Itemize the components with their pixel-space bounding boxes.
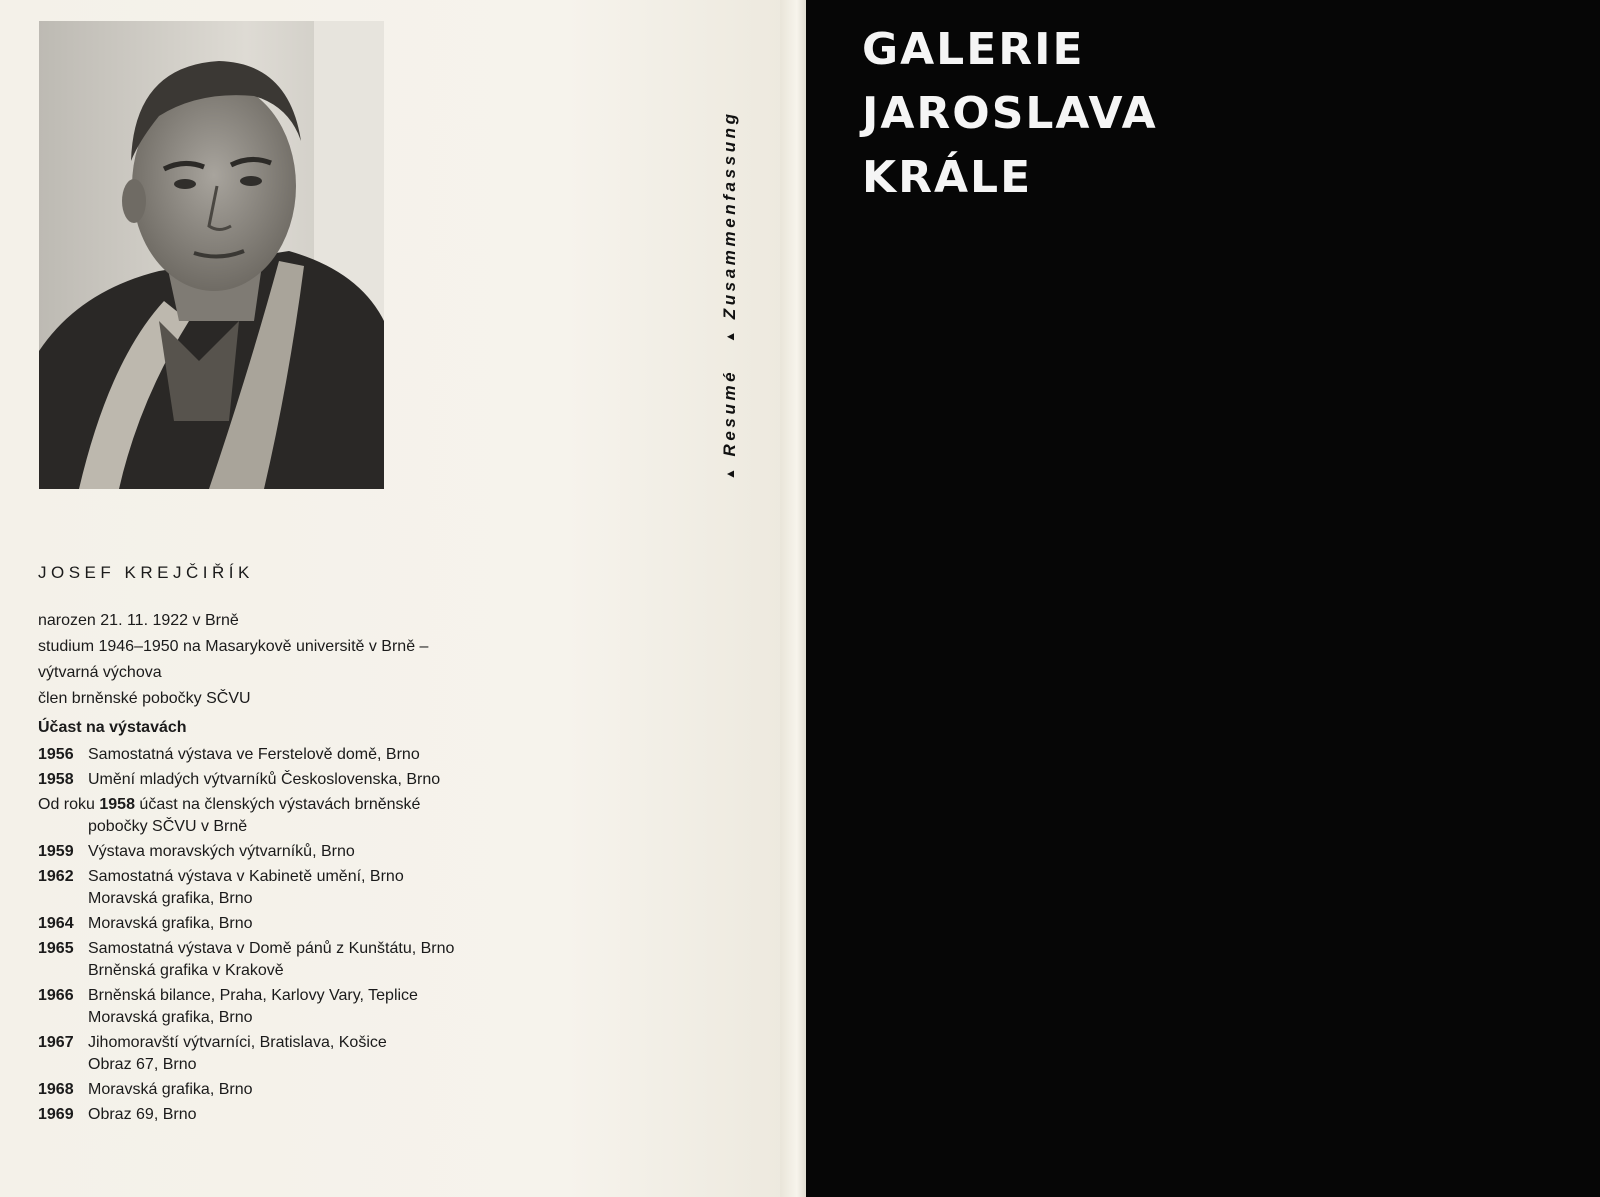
exhibition-text: Moravská grafika, Brno bbox=[88, 890, 253, 907]
exhibition-entry bbox=[38, 985, 558, 1029]
exhibition-entry bbox=[38, 769, 558, 791]
exhibition-year: 1969 bbox=[38, 1106, 74, 1123]
gallery-title-line: JAROSLAVA bbox=[862, 88, 1158, 139]
exhibition-text: Moravská grafika, Brno bbox=[88, 1009, 253, 1026]
bio-block bbox=[38, 608, 558, 712]
exhibition-year: 1958 bbox=[99, 796, 135, 813]
exhibition-entry bbox=[38, 744, 558, 766]
exhibition-entry bbox=[38, 913, 558, 935]
exhibition-entry bbox=[38, 794, 558, 838]
exhibition-text: Obraz 69, Brno bbox=[88, 1106, 197, 1123]
exhibition-text: Samostatná výstava v Domě pánů z Kunštátu, Brno bbox=[88, 940, 455, 957]
exhibition-year: 1965 bbox=[38, 940, 74, 957]
exhibition-prefix: Od roku bbox=[38, 796, 95, 813]
exhibition-year: 1959 bbox=[38, 843, 74, 860]
exhibition-text: Jihomoravští výtvarníci, Bratislava, Košice bbox=[88, 1034, 387, 1051]
spine-zusammenfassung: Zusammenfassung bbox=[720, 110, 739, 320]
exhibition-year: 1967 bbox=[38, 1034, 74, 1051]
spine-label bbox=[716, 0, 744, 480]
gallery-title bbox=[862, 18, 1158, 210]
bio-line: výtvarná výchova bbox=[38, 664, 162, 681]
bio-line: studium 1946–1950 na Masarykově universitě v Brně – bbox=[38, 638, 429, 655]
spine-resume: Resumé bbox=[720, 368, 739, 457]
exhibition-text: Samostatná výstava v Kabinetě umění, Brno bbox=[88, 868, 404, 885]
exhibition-entry bbox=[38, 938, 558, 982]
bio-line: člen brněnské pobočky SČVU bbox=[38, 690, 251, 707]
exhibition-entry bbox=[38, 841, 558, 863]
exhibition-entry bbox=[38, 866, 558, 910]
triangle-icon: ▲ bbox=[723, 464, 737, 480]
exhibition-text: účast na členských výstavách brněnské bbox=[139, 796, 421, 813]
page-fold bbox=[780, 0, 808, 1197]
exhibition-text: Moravská grafika, Brno bbox=[88, 915, 253, 932]
exhibition-text: Výstava moravských výtvarníků, Brno bbox=[88, 843, 355, 860]
exhibition-year: 1958 bbox=[38, 771, 74, 788]
artist-name: JOSEF KREJČIŘÍK bbox=[38, 563, 254, 582]
gallery-title-line: GALERIE bbox=[862, 24, 1085, 75]
portrait-photo bbox=[39, 21, 384, 489]
exhibition-text: pobočky SČVU v Brně bbox=[88, 818, 248, 835]
exhibition-year: 1964 bbox=[38, 915, 74, 932]
exhibition-year: 1962 bbox=[38, 868, 74, 885]
triangle-icon: ▲ bbox=[723, 327, 737, 343]
exhibition-text: Brněnská bilance, Praha, Karlovy Vary, Teplice bbox=[88, 987, 418, 1004]
exhibition-year: 1956 bbox=[38, 746, 74, 763]
exhibition-year: 1968 bbox=[38, 1081, 74, 1098]
bio-line: narozen 21. 11. 1922 v Brně bbox=[38, 612, 239, 629]
exhibition-text: Obraz 67, Brno bbox=[88, 1056, 197, 1073]
exhibition-entry bbox=[38, 1032, 558, 1076]
exhibition-year: 1966 bbox=[38, 987, 74, 1004]
exhibitions-heading: Účast na výstavách bbox=[38, 719, 187, 736]
gallery-title-line: KRÁLE bbox=[862, 152, 1033, 203]
exhibition-text: Umění mladých výtvarníků Československa, Brno bbox=[88, 771, 441, 788]
exhibition-text: Samostatná výstava ve Ferstelově domě, Brno bbox=[88, 746, 420, 763]
exhibition-text: Moravská grafika, Brno bbox=[88, 1081, 253, 1098]
exhibition-entry bbox=[38, 1104, 558, 1126]
exhibition-entry bbox=[38, 1079, 558, 1101]
exhibition-text: Brněnská grafika v Krakově bbox=[88, 962, 284, 979]
exhibitions-list bbox=[38, 744, 558, 1129]
